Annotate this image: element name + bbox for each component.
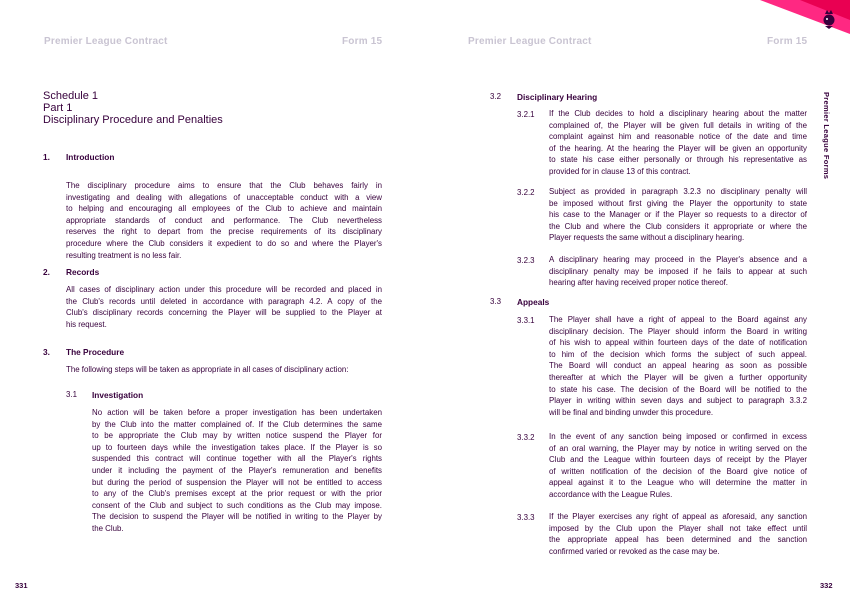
section-3-2-1-body xyxy=(549,108,807,178)
text-line: Club's disciplinary records concerning the Player will be supplied to the Player at xyxy=(66,308,382,318)
section-3-2-2-body xyxy=(549,186,807,244)
section-3-intro: The following steps will be taken as appropriate in all cases of disciplinary action: xyxy=(66,365,349,374)
text-line: to state his case. The decision of the Board will be notified to the xyxy=(549,384,807,394)
text-line: the Club. xyxy=(92,523,124,533)
text-line: hearing after having received proper notice thereof. xyxy=(549,278,728,288)
left-page-number: 331 xyxy=(15,581,28,590)
text-line: accordance with the League Rules. xyxy=(549,489,673,499)
text-line: The decision to suspend the Player will be notified in writing to the Player by xyxy=(92,512,382,522)
section-3-3-1-number: 3.3.1 xyxy=(517,316,535,325)
text-line: The disciplinary procedure aims to ensure that the Club behaves fairly in xyxy=(66,181,382,190)
left-header-form: Form 15 xyxy=(342,36,383,47)
text-line: to state his case either personally or through his representative as xyxy=(549,155,807,165)
text-line: The Board will conduct an appeal hearing as soon as possible xyxy=(549,361,807,371)
text-line: appropriate standards of conduct and performance. The Club nevertheless xyxy=(66,215,382,225)
section-3-2-2-number: 3.2.2 xyxy=(517,188,535,197)
section-3-1-body xyxy=(92,407,382,535)
text-line: of an oral warning, the Player may by notice in writing served on the xyxy=(549,443,807,453)
text-line: If the Player exercises any right of appeal as aforesaid, any sanction xyxy=(549,512,807,521)
text-line: to helping and encouraging all employees of the Club to achieve and maintain xyxy=(66,204,382,214)
part-label: Part 1 xyxy=(43,102,73,114)
text-line: complaint against him and reasonable notice of the date and time xyxy=(549,132,807,142)
section-3-3-number: 3.3 xyxy=(490,297,501,306)
section-3-3-1-body xyxy=(549,314,807,418)
text-line: procedure where the Club considers it expedient to do so and where the Player's xyxy=(66,238,382,248)
text-line: confirmed varied or revoked as the case may be. xyxy=(549,546,720,556)
text-line: appeal against it to the League who will determine the matter in xyxy=(549,478,807,488)
text-line: by the Club into the matter complained of. If the Club determines the same xyxy=(92,419,382,429)
section-3-3-2-body xyxy=(549,431,807,501)
text-line: complained of, the Player will be given full details in writing of the xyxy=(549,120,807,130)
section-3-3-3-body xyxy=(549,511,807,557)
text-line: of written notification of the decision of the Board give notice of xyxy=(549,466,807,476)
text-line: under it including the payment of the Player's remuneration and benefits xyxy=(92,465,382,475)
section-3-heading: The Procedure xyxy=(66,347,125,357)
text-line: Player requests the same without a disciplinary hearing. xyxy=(549,233,745,243)
text-line: resulting treatment is no less fair. xyxy=(66,250,182,260)
text-line: suspended this contract will continue together with all the Player's rights xyxy=(92,454,382,464)
side-label: Premier League Forms xyxy=(822,92,831,180)
section-3-2-1-number: 3.2.1 xyxy=(517,110,535,119)
text-line: Subject as provided in paragraph 3.2.3 no disciplinary penalty will xyxy=(549,187,807,196)
text-line: No action will be taken before a proper investigation has been undertaken xyxy=(92,408,382,417)
text-line: provided for in clause 13 of this contract. xyxy=(549,166,691,176)
text-line: to him of the decision which forms the subject of such appeal. xyxy=(549,349,807,359)
text-line: be imposed without first giving the Player the opportunity to state xyxy=(549,198,807,208)
text-line: Club and the League within fourteen days of receipt by the Player xyxy=(549,455,807,465)
text-line: up to fourteen days while the investigation takes place. If the Player is so xyxy=(92,442,382,452)
right-page-number: 332 xyxy=(820,581,833,590)
section-3-3-heading: Appeals xyxy=(517,297,550,307)
text-line: thereafter at which the Player will be given a further opportunity xyxy=(549,372,807,382)
section-3-2-3-body xyxy=(549,254,807,289)
text-line: his case to the Manager or if the Player so requests to a director of xyxy=(549,210,807,220)
section-3-number: 3. xyxy=(43,347,50,357)
section-2-body xyxy=(66,284,382,330)
section-3-1-heading: Investigation xyxy=(92,390,144,400)
section-2-heading: Records xyxy=(66,267,100,277)
left-header-title: Premier League Contract xyxy=(44,36,168,47)
text-line: disciplinary decision. The Player should inform the Board in writing xyxy=(549,326,807,336)
right-header-form: Form 15 xyxy=(767,36,808,47)
text-line: of his wish to appeal within fourteen days of the date of notification xyxy=(549,338,807,348)
text-line: of the hearing. At the hearing the Player will be given an opportunity xyxy=(549,143,807,153)
section-1-body xyxy=(66,180,382,261)
text-line: imposed by the Club upon the Player shall not take effect until xyxy=(549,523,807,533)
text-line: the appropriate appeal has been determined and the sanction xyxy=(549,535,807,545)
section-3-3-2-number: 3.3.2 xyxy=(517,433,535,442)
text-line: but during the period of suspension the Player will not be entitled to access xyxy=(92,477,382,487)
text-line: will be final and binding unwder this procedure. xyxy=(549,407,714,417)
section-3-2-heading: Disciplinary Hearing xyxy=(517,92,598,102)
text-line: If the Club decides to hold a disciplinary hearing about the matter xyxy=(549,109,807,118)
text-line: the Club's records until deleted in accordance with paragraph 4.2. A copy of the xyxy=(66,296,382,306)
text-line: consent of the Club and subject to such conditions as the Club may impose. xyxy=(92,500,382,510)
section-3-2-3-number: 3.2.3 xyxy=(517,256,535,265)
text-line: disciplinary penalty may be imposed if he fails to appear at such xyxy=(549,266,807,276)
section-1-number: 1. xyxy=(43,152,50,162)
text-line: investigating and dealing with allegations of unacceptable conduct with a view xyxy=(66,192,382,202)
text-line: Player in writing within seven days and subject to paragraph 3.3.2 xyxy=(549,396,807,406)
text-line: to be appropriate the Club may by written notice suspend the Player for xyxy=(92,431,382,441)
text-line: The Player shall have a right of appeal to the Board against any xyxy=(549,315,807,324)
text-line: his request. xyxy=(66,319,107,329)
page-title: Disciplinary Procedure and Penalties xyxy=(43,114,223,126)
section-3-2-number: 3.2 xyxy=(490,92,501,101)
section-1-heading: Introduction xyxy=(66,152,115,162)
text-line: to any of the Club's premises except at the prior request or with the prior xyxy=(92,489,382,499)
schedule-label: Schedule 1 xyxy=(43,90,99,102)
text-line: In the event of any sanction being imposed or confirmed in excess xyxy=(549,432,807,441)
premier-league-lion-logo xyxy=(819,8,839,30)
section-3-3-3-number: 3.3.3 xyxy=(517,513,535,522)
section-2-number: 2. xyxy=(43,267,50,277)
text-line: A disciplinary hearing may proceed in the Player's absence and a xyxy=(549,255,807,264)
text-line: reserves the right to depart from the precise requirements of its disciplinary xyxy=(66,227,382,237)
text-line: the Club and where the Club considers it appropriate or where the xyxy=(549,221,807,231)
right-header-title: Premier League Contract xyxy=(468,36,592,47)
text-line: All cases of disciplinary action under this procedure will be recorded and placed in xyxy=(66,285,382,294)
section-3-1-number: 3.1 xyxy=(66,390,77,399)
